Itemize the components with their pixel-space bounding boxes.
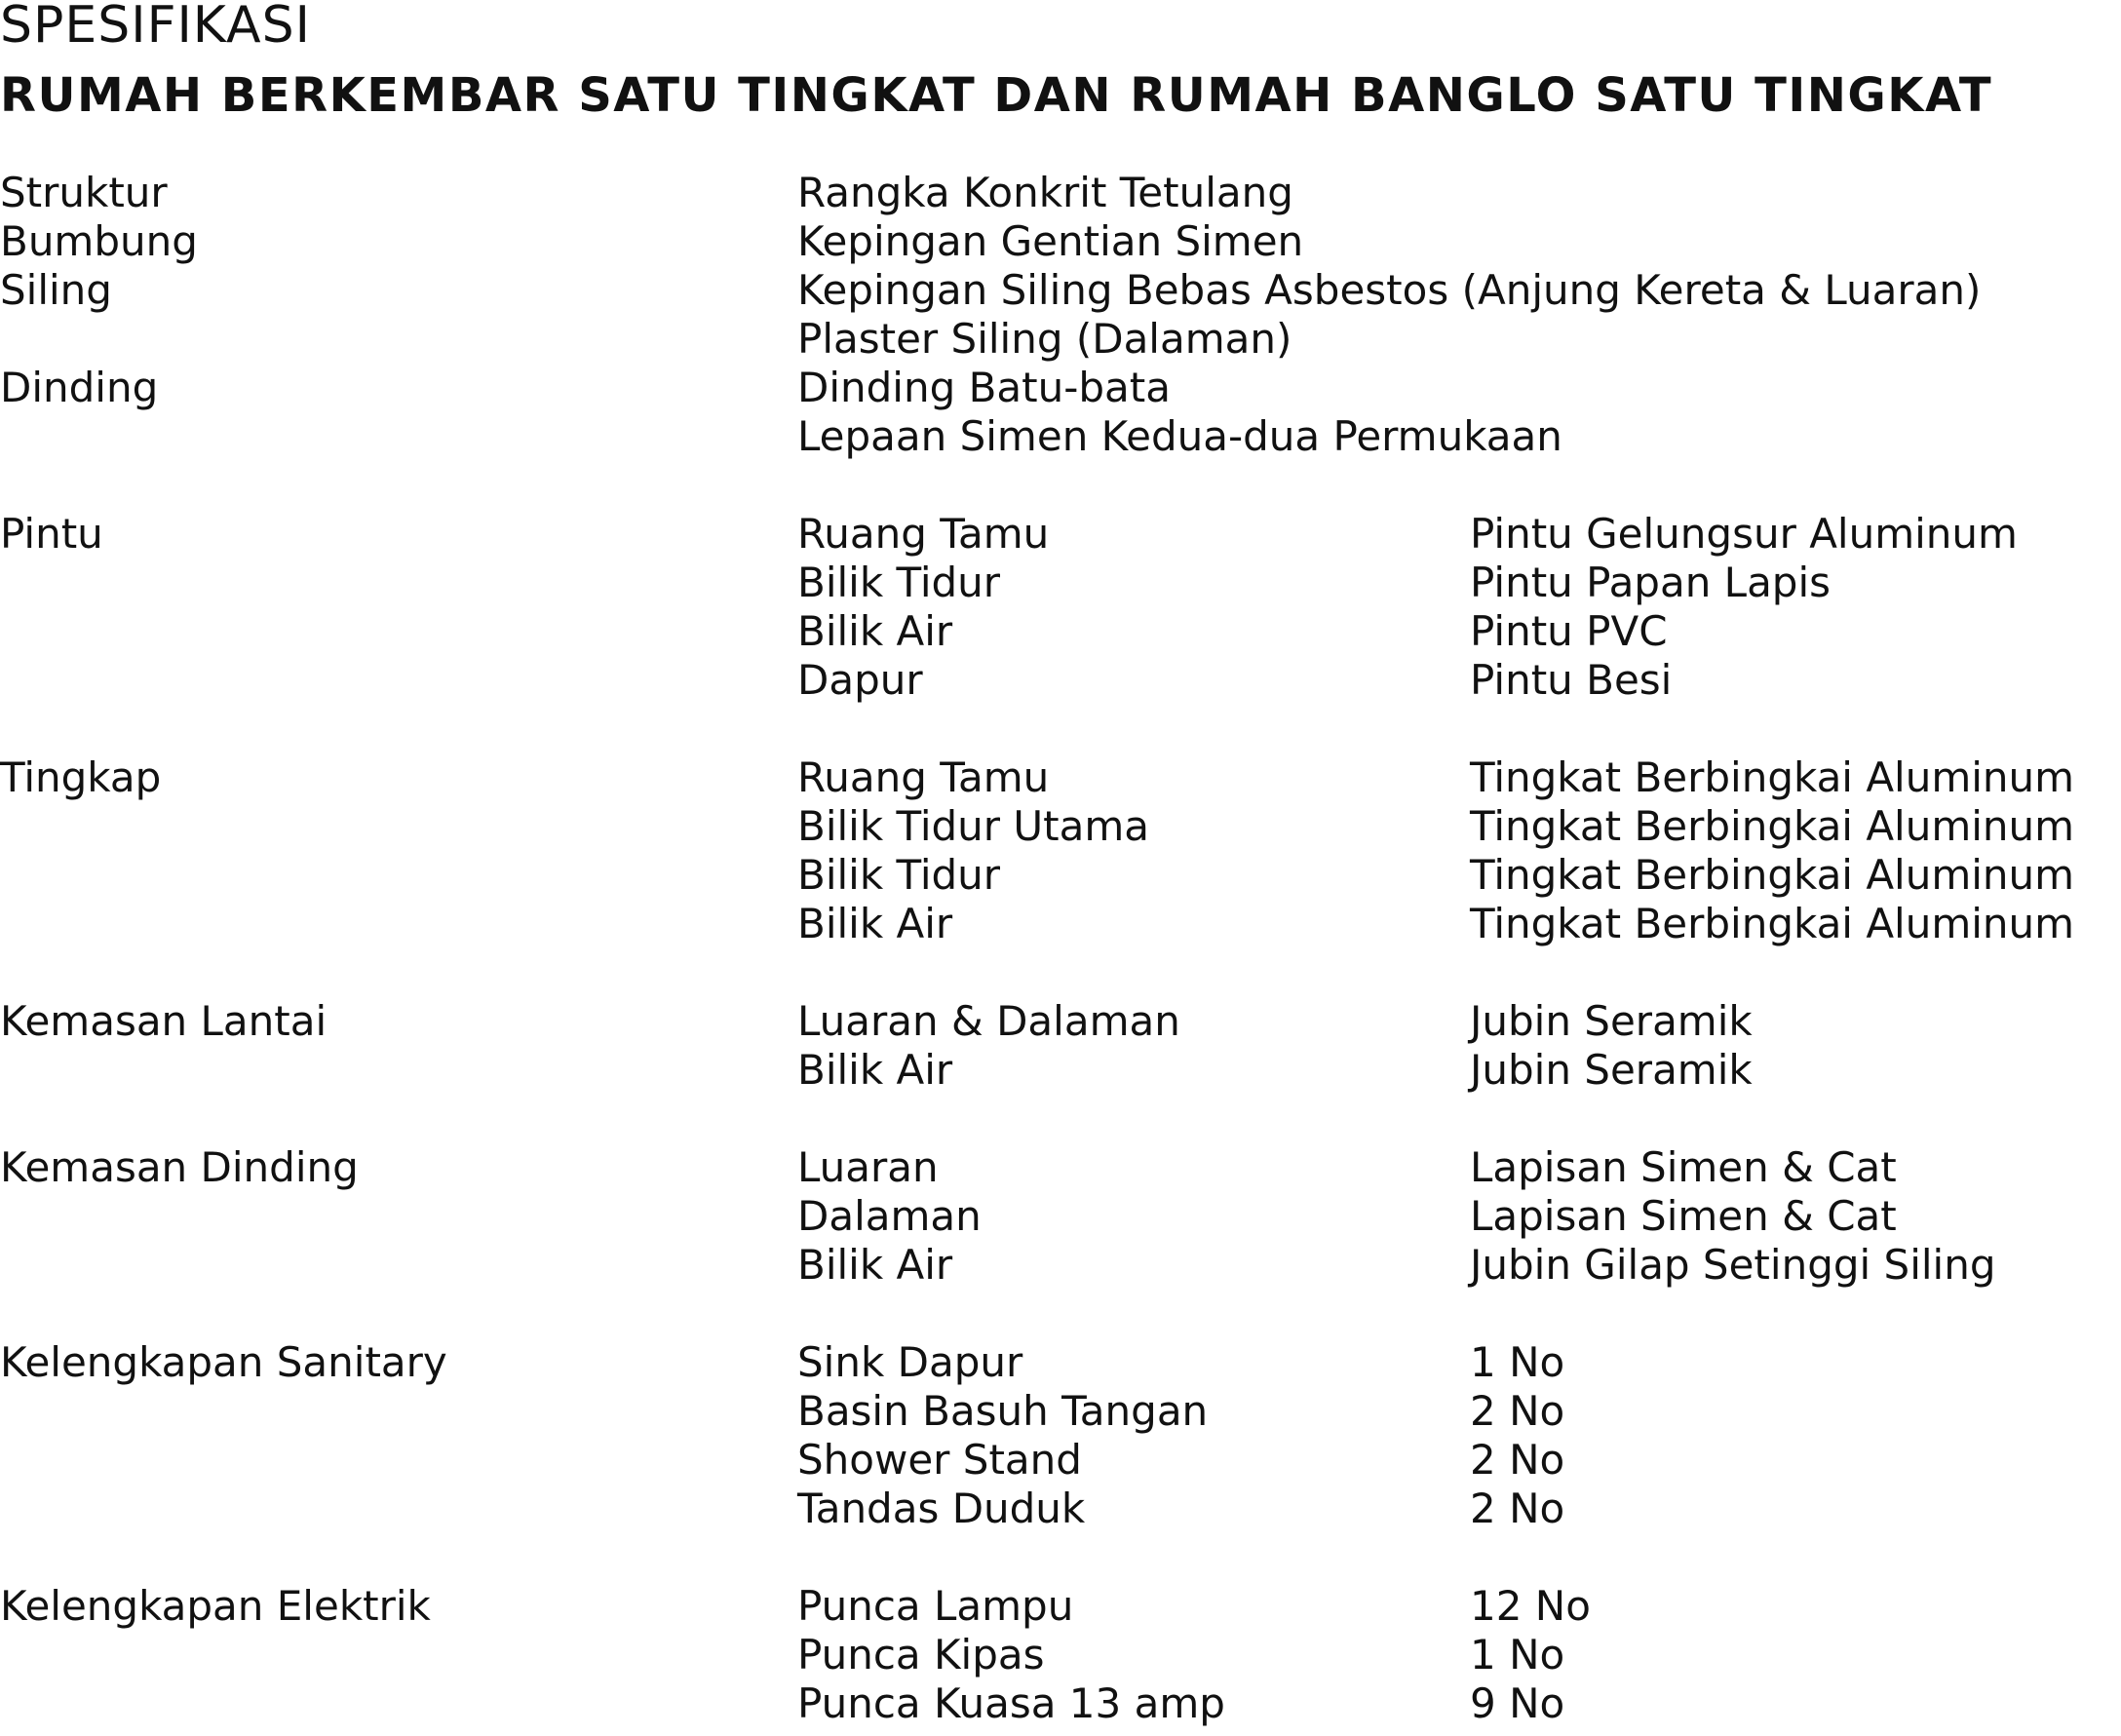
spec-detail: Tingkat Berbingkai Aluminum [1470,900,2075,947]
spec-row [0,1241,2121,1290]
document-subtitle: RUMAH BERKEMBAR SATU TINGKAT DAN RUMAH BANGLO SATU TINGKAT [0,68,1993,123]
spec-row [0,656,2121,705]
spec-item: Bilik Air [797,1241,953,1289]
spec-row [0,997,2121,1046]
spec-row [0,1582,2121,1631]
spec-table [0,169,2121,1728]
spec-detail: Jubin Seramik [1470,1046,1753,1094]
spec-detail: 2 No [1470,1485,1565,1532]
spec-row [0,510,2121,559]
spec-detail: Lapisan Simen & Cat [1470,1143,1897,1191]
spec-detail: Tingkat Berbingkai Aluminum [1470,753,2075,801]
spec-row [0,364,2121,412]
spec-item: Sink Dapur [797,1338,1023,1386]
spec-item: Dinding Batu-bata [797,364,1171,411]
spec-category: Pintu [0,510,103,558]
spec-category: Kemasan Dinding [0,1143,359,1191]
spec-category: Dinding [0,364,159,411]
spec-item: Rangka Konkrit Tetulang [797,169,1293,216]
spec-row [0,607,2121,656]
spec-row [0,266,2121,315]
spec-item: Bilik Tidur Utama [797,802,1150,850]
spec-item: Dalaman [797,1192,982,1240]
spec-category: Struktur [0,169,168,216]
spec-row [0,559,2121,607]
spec-item: Punca Lampu [797,1582,1074,1630]
spec-row [0,851,2121,900]
spec-detail: Pintu Besi [1470,656,1673,704]
spec-detail: Pintu Gelungsur Aluminum [1470,510,2018,558]
spec-detail: 1 No [1470,1338,1565,1386]
spec-row [0,1679,2121,1728]
spec-row [0,753,2121,802]
spec-detail: Jubin Gilap Setinggi Siling [1470,1241,1996,1289]
document-title: SPESIFIKASI [0,0,311,55]
spec-item: Luaran & Dalaman [797,997,1180,1045]
spec-item: Basin Basuh Tangan [797,1387,1209,1435]
spec-item: Bilik Tidur [797,559,1001,606]
spec-detail: Jubin Seramik [1470,997,1753,1045]
spec-row [0,169,2121,217]
spec-item: Tandas Duduk [797,1485,1086,1532]
spec-item: Punca Kipas [797,1631,1045,1678]
spec-row [0,1436,2121,1485]
spec-detail: Pintu PVC [1470,607,1668,655]
spec-category: Kelengkapan Sanitary [0,1338,447,1386]
spec-item: Luaran [797,1143,939,1191]
spec-detail: 2 No [1470,1436,1565,1484]
spec-detail: Lapisan Simen & Cat [1470,1192,1897,1240]
spec-row [0,1387,2121,1436]
spec-category: Bumbung [0,217,198,265]
spec-row [0,217,2121,266]
spec-item: Punca Kuasa 13 amp [797,1679,1225,1727]
spec-detail: 1 No [1470,1631,1565,1678]
spec-detail: Tingkat Berbingkai Aluminum [1470,851,2075,899]
spec-item: Bilik Tidur [797,851,1001,899]
spec-detail: 2 No [1470,1387,1565,1435]
spec-item: Dapur [797,656,923,704]
spec-detail: Pintu Papan Lapis [1470,559,1832,606]
spec-row [0,900,2121,948]
spec-row [0,1631,2121,1679]
spec-category: Kelengkapan Elektrik [0,1582,431,1630]
spec-row [0,412,2121,461]
spec-item: Bilik Air [797,607,953,655]
spec-detail: 9 No [1470,1679,1565,1727]
spec-item: Shower Stand [797,1436,1082,1484]
spec-detail: 12 No [1470,1582,1591,1630]
spec-category: Kemasan Lantai [0,997,328,1045]
spec-item: Ruang Tamu [797,753,1050,801]
spec-row [0,1046,2121,1095]
spec-item: Kepingan Siling Bebas Asbestos (Anjung Kereta & Luaran) [797,266,1982,314]
spec-item: Ruang Tamu [797,510,1050,558]
spec-row [0,315,2121,364]
spec-item: Lepaan Simen Kedua-dua Permukaan [797,412,1562,460]
spec-item: Bilik Air [797,900,953,947]
spec-row [0,1143,2121,1192]
spec-item: Bilik Air [797,1046,953,1094]
spec-row [0,1338,2121,1387]
spec-row [0,1485,2121,1533]
spec-row [0,802,2121,851]
spec-item: Kepingan Gentian Simen [797,217,1304,265]
spec-detail: Tingkat Berbingkai Aluminum [1470,802,2075,850]
spec-category: Siling [0,266,112,314]
spec-item: Plaster Siling (Dalaman) [797,315,1292,363]
spec-row [0,1192,2121,1241]
spec-category: Tingkap [0,753,162,801]
